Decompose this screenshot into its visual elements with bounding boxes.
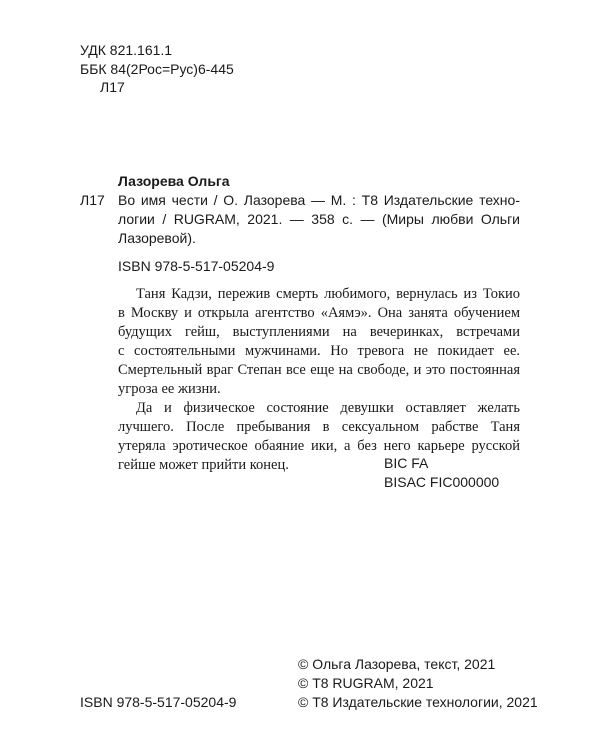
annotation-line: гейше может прийти конец. [118, 457, 289, 473]
annotation-line: Таня Кадзи, пережив смерть любимого, вернулась из Токио [136, 286, 520, 302]
description-line: логии / RUGRAM, 2021. — 358 с. — (Миры любви Ольги [118, 211, 520, 227]
annotation-line: в Москву и открыла агентство «Аямэ». Она занята обучением [118, 305, 520, 321]
annotation-line: лучшего. После пребывания в сексуальном рабстве Таня [118, 419, 520, 435]
description-line: Лазоревой). [118, 230, 196, 246]
isbn: ISBN 978-5-517-05204-9 [118, 258, 275, 274]
annotation-line: Смертельный враг Степан все еще на свободе, и это постоянная [118, 362, 520, 378]
bibliographic-description [118, 191, 520, 248]
udk-code: УДК 821.161.1 [80, 42, 173, 58]
bbk-code: ББК 84(2Рос=Рус)6-445 [80, 61, 234, 77]
annotation-paragraph-2 [118, 399, 520, 475]
annotation-line: угроза ее жизни. [118, 381, 221, 397]
annotation-paragraph-1 [118, 285, 520, 399]
annotation-line: Да и физическое состояние девушки оставляет желать [136, 400, 520, 416]
annotation-line: с состоятельными мужчинами. Но тревога не покидает ее. [118, 343, 520, 359]
annotation-line: утеряла эротическое обаяние ики, а без него карьере русской [118, 438, 520, 454]
side-sign: Л17 [80, 192, 105, 208]
bic-code: BIC FA [384, 455, 429, 471]
bisac-code: BISAC FIC000000 [384, 474, 500, 490]
author-sign: Л17 [100, 79, 125, 95]
copyright-line: © Ольга Лазорева, текст, 2021 [298, 656, 496, 672]
copyright-line: © Т8 RUGRAM, 2021 [298, 675, 434, 691]
annotation-line: будущих гейш, выступлениями на вечеринках, встречами [118, 324, 520, 340]
author-heading: Лазорева Ольга [118, 173, 230, 189]
description-line: Во имя чести / О. Лазорева — М. : Т8 Издательские техно- [118, 192, 520, 208]
footer-isbn: ISBN 978-5-517-05204-9 [80, 694, 237, 710]
copyright-line: © Т8 Издательские технологии, 2021 [298, 694, 538, 710]
